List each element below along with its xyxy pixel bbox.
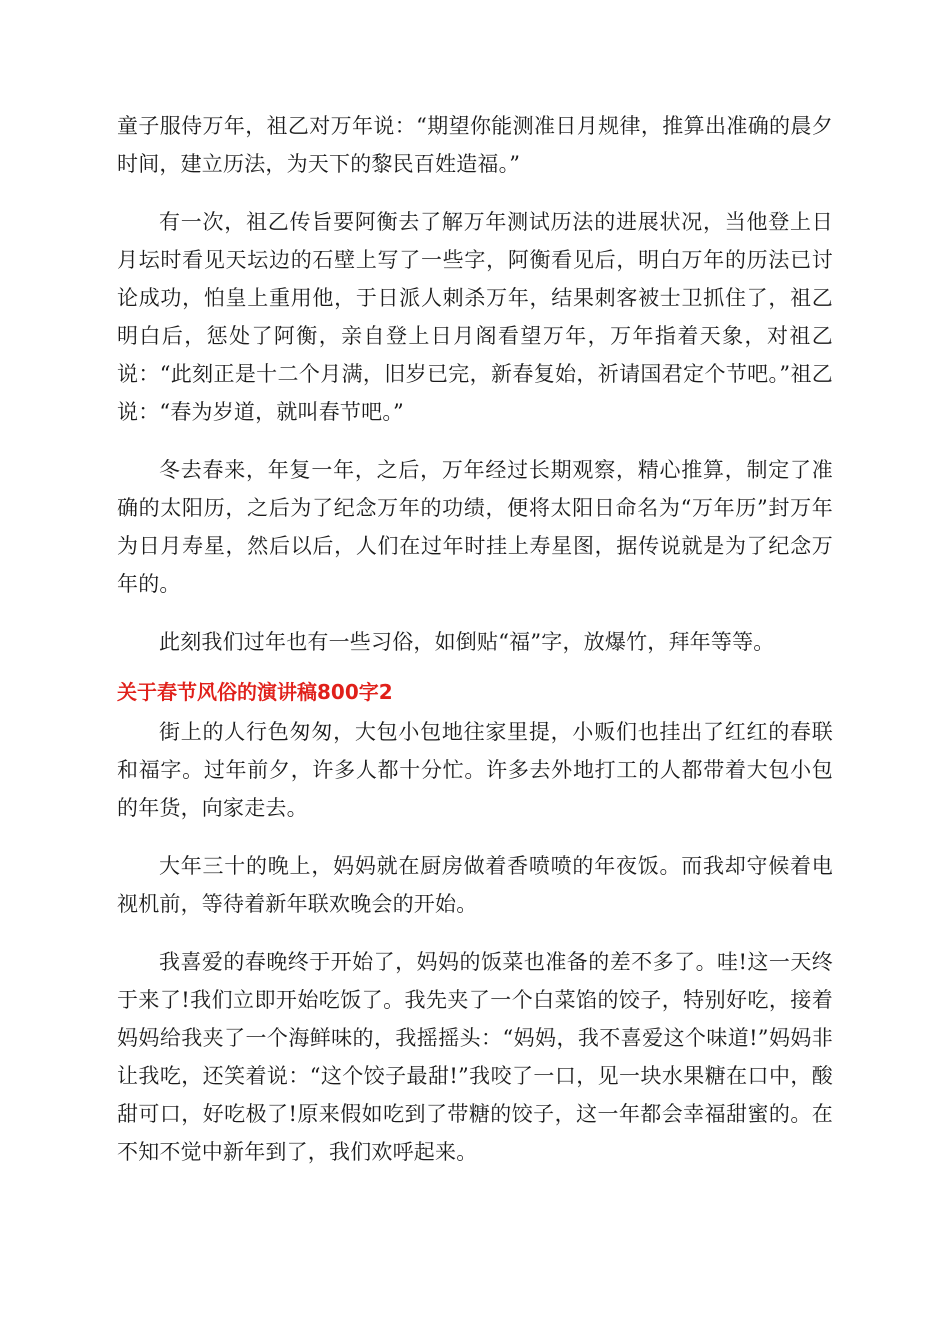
paragraph-continued: 童子服侍万年，祖乙对万年说：“期望你能测准日月规律，推算出准确的晨夕时间，建立历法，为天下的黎民百姓造福。” <box>117 114 833 176</box>
paragraph: 街上的人行色匆匆，大包小包地往家里提，小贩们也挂出了红红的春联和福字。过年前夕，许多人都十分忙。许多去外地打工的人都带着大包小包的年货，向家走去。 <box>117 720 833 820</box>
paragraph: 有一次，祖乙传旨要阿衡去了解万年测试历法的进展状况，当他登上日月坛时看见天坛边的石壁上写了一些字，阿衡看见后，明白万年的历法已讨论成功，怕皇上重用他，于日派人刺杀万年，结果刺客被士卫抓住了，祖乙明白后，惩处了阿衡，亲自登上日月阁看望万年，万年指着天象，对祖乙说：“此刻正是十二个月满，旧岁已完，新春复始，祈请国君定个节吧。”祖乙说：“春为岁道，就叫春节吧。” <box>117 210 833 424</box>
section-heading: 关于春节风俗的演讲稿800字2 <box>117 680 393 704</box>
paragraph: 我喜爱的春晚终于开始了，妈妈的饭菜也准备的差不多了。哇!这一天终于来了!我们立即开始吃饭了。我先夹了一个白菜馅的饺子，特别好吃，接着妈妈给我夹了一个海鲜味的，我摇摇头：“妈妈，我不喜爱这个味道!”妈妈非让我吃，还笑着说：“这个饺子最甜!”我咬了一口，见一块水果糖在口中，酸甜可口，好吃极了!原来假如吃到了带糖的饺子，这一年都会幸福甜蜜的。在不知不觉中新年到了，我们欢呼起来。 <box>117 950 833 1164</box>
document-body <box>117 107 833 1171</box>
paragraph: 大年三十的晚上，妈妈就在厨房做着香喷喷的年夜饭。而我却守候着电视机前，等待着新年联欢晚会的开始。 <box>117 854 833 916</box>
paragraph: 此刻我们过年也有一些习俗，如倒贴“福”字，放爆竹，拜年等等。 <box>159 630 775 654</box>
paragraph: 冬去春来，年复一年，之后，万年经过长期观察，精心推算，制定了准确的太阳历，之后为了纪念万年的功绩，便将太阳日命名为“万年历”封万年为日月寿星，然后以后，人们在过年时挂上寿星图，据传说就是为了纪念万年的。 <box>117 458 833 596</box>
